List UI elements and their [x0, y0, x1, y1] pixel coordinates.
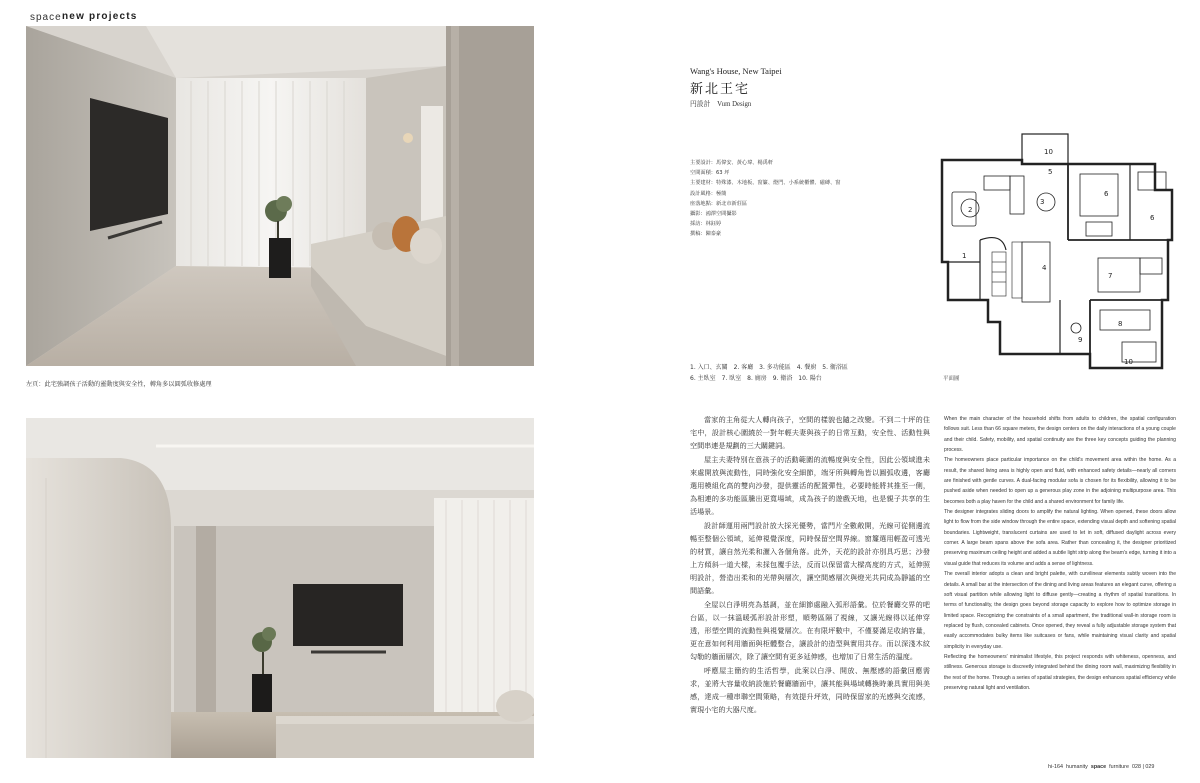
credit-line: 採訪：林鈺婷: [690, 221, 722, 228]
credit-line: 撰稿：陳泰豪: [690, 231, 722, 238]
room-label: 10: [1124, 358, 1133, 366]
page-numbers: 028 | 029: [1131, 764, 1155, 770]
legend-item: 9. 衛浴: [772, 375, 793, 382]
room-label: 7: [1108, 272, 1113, 280]
credit-line: 主要建材：特殊漆、木地板、窗簾、燈門、小系統櫃體、磁磚、窗: [690, 180, 841, 187]
legend-item: 8. 廁房: [747, 375, 767, 382]
article-body-zh: [690, 414, 930, 718]
project-credits: [690, 158, 920, 240]
room-label: 8: [1118, 320, 1123, 328]
room-label: 3: [1040, 198, 1045, 206]
legend-item: 2. 客廳: [733, 364, 754, 371]
credit-line: 主要設計：馬偉安、黃心瑋、楊禹軒: [690, 160, 774, 166]
credit-line: 座落地點：新北市新莊區: [690, 200, 748, 207]
paragraph: 當家的主角從大人轉向孩子，空間的樣貌也隨之改變。不到二十坪的住宅中，設計核心圍繞於一對年輕夫妻與孩子的日常互動，安全性、活動性與空間串連是規劃的三大關鍵詞。: [690, 415, 930, 450]
project-designer: 円設計 Vum Design: [690, 101, 752, 108]
paragraph: The homeowners place particular importance on the child's movement area within the home. As a result, the shared living area is highly open and fluid, with enhanced safety details—nearly all corners are finished with gentle curves. A dual-facing modular sofa is chosen for its flexibility, allowing it to be pushed aside when needed to open up a generous play zone in the adjoining multipurpose area. This becomes both a play haven for the child and a shared environment for family life.: [944, 457, 1176, 505]
room-label: 4: [1042, 264, 1047, 272]
floor-plan: [940, 132, 1176, 374]
paragraph: 全屋以白淨明亮為基調，並在細節處融入弧形語彙。位於餐廳交界的吧台區，以一抹溫暖弧形設計形塑，順勢區隔了視線，又讓光線得以延伸穿透，形塑空間的流動性與視覺層次。在有限坪數中，不僅要滿足收納容量，更在意如何利用牆面與柜體整合，讓設計的造型與實用共存。而以深淺木紋勾勒的牆面層次，除了讓空間有更多延伸感，也增加了日常生活的溫度。: [690, 600, 930, 661]
legend-item: 7. 臥室: [721, 375, 742, 382]
photo-caption: 左頁：此宅強調孩子活動的靈動度與安全性，轉角多以圓弧收修處理: [26, 381, 212, 388]
page-footer: [1048, 764, 1154, 770]
room-label: 6: [1150, 214, 1155, 222]
section-title: new projects: [62, 11, 138, 22]
floorplan-legend: [690, 362, 920, 384]
legend-item: 10. 陽台: [798, 375, 822, 382]
room-label: 1: [962, 252, 967, 260]
room-label: 9: [1078, 336, 1083, 344]
credit-line: 空間面積：63 坪: [690, 170, 730, 177]
project-name-zh: 新北王宅: [690, 82, 751, 97]
legend-item: 3. 多功能區: [759, 364, 791, 371]
footer-magazine: humanity: [1066, 764, 1088, 770]
room-label: 6: [1104, 190, 1109, 198]
legend-item: 5. 衛浴區: [822, 364, 848, 371]
legend-item: 1. 入口、玄關: [690, 364, 728, 371]
paragraph: 呼應屋主簡約的生活哲學，此案以白淨、開放、無壓感的語彙回應需求，並將大容量收納設施於餐廳牆面中，讓其能與場域轉換時兼具實用與美感，達成一種串聯空間策略，有效提升坪效，同時保留家的光感與交流感，實現小宅的大器尺度。: [690, 666, 930, 714]
room-label: 5: [1048, 168, 1053, 176]
legend-item: 6. 主臥室: [690, 375, 716, 382]
room-label: 10: [1044, 148, 1053, 156]
paragraph: 屋主夫妻特別在意孩子的活動範圍的流暢度與安全性，因此公領域進未來處開放與流動性，同時強化安全細節，端牙所與轉角皆以圓弧收邊，客廳選用模組化高的雙向沙發，提供靈活的配置彈性，必要時能將其推至一側，為相連的多功能區騰出更寬場域，成為孩子的遊戲天地，也是親子共享的生活場景。: [690, 455, 930, 516]
footer-section: space: [1090, 764, 1107, 770]
legend-item: 4. 餐廚: [796, 364, 817, 371]
living-room-photo: [26, 26, 534, 366]
paragraph: The designer integrates sliding doors to amplify the natural lighting. When opened, these doors allow light to flow from the side window through the entire space, extending visual depth and softening spatial boundaries. Lightweight, translucent curtains are used to let in soft, diffused daylight across every corner. A large beam spans above the sofa area. Rather than concealing it, the designer prioritized preserving maximum ceiling height and added a subtle light strip along the beam's edge, turning it into a visual guide that reduces its volume and adds a sense of lightness.: [944, 509, 1176, 567]
floorplan-caption: 平面圖: [943, 376, 960, 382]
credit-line: 攝影：鴻澤空間攝影: [690, 211, 737, 218]
credit-line: 設計風格：極簡: [690, 190, 727, 197]
paragraph: 設計師運用兩門設計放大採光優勢，當門片全數敞開，光線可從側邊流暢至整個公領域，延伸視覺深度，同時保留空間界線。窗簾選用輕盈可透光的材質，讓自然光柔和灑入各個角落。此外，天花的設計亦別具巧思；沙發上方傾斜一道大樑，未採包覆手法，反而以保留當大樑高度的方式，延伸照明設計，營造出柔和的光帶與層次，讓空間感層次與燈光共同成為靜謐的空間語彙。: [690, 521, 930, 595]
section-label: space: [30, 12, 62, 23]
paragraph: When the main character of the household shifts from adults to children, the spatial configuration follows suit. Less than 66 square meters, the design centers on the daily interactions of a young couple and their child. Safety, mobility, and spatial continuity are the three key concepts guiding the planning process.: [944, 416, 1176, 454]
footer-category: furniture: [1109, 764, 1129, 770]
footer-issue: hi-164: [1048, 764, 1063, 770]
living-room-photo-2: [26, 418, 534, 758]
article-body-en: [944, 414, 1176, 693]
project-name-en: Wang's House, New Taipei: [690, 66, 782, 76]
room-label: 2: [968, 206, 973, 214]
paragraph: The overall interior adopts a clean and bright palette, with curvilinear elements subtly woven into the details. A small bar at the intersection of the dining and living areas features an elegant curve, offering a soft visual partition while allowing light to diffuse gently—creating a rhythm of spatial transitions. In terms of functionality, the design goes beyond storage capacity to explore how to optimize storage in limited space. Recognizing the constraints of a small apartment, the traditional wall-in storage room is replaced by flush, concealed cabinets. Once opened, they reveal a fully adjustable storage system that easily accommodates bulky items like suitcases or fans, while maintaining visual clarity and spatial simplicity in everyday use.: [944, 571, 1176, 650]
paragraph: Reflecting the homeowners' minimalist lifestyle, this project responds with whiteness, openness, and stillness. Generous storage is discreetly integrated behind the dining room wall, maximizing flexibility in the rest of the home. Through a series of spatial strategies, the design enhances spatial efficiency while preserving natural light and ventilation.: [944, 653, 1176, 691]
